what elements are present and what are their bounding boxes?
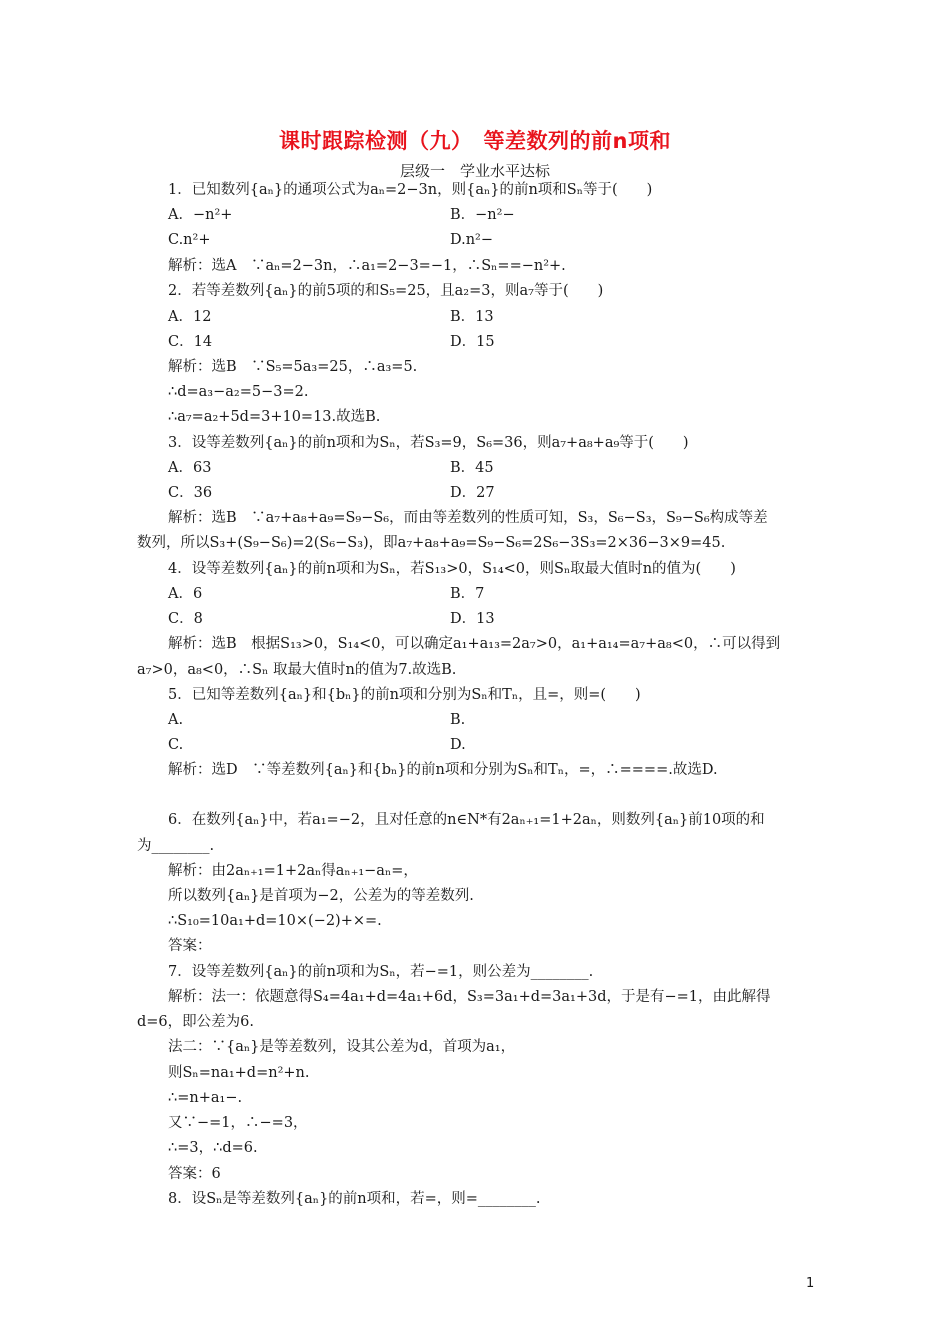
option-left: C.n²+	[168, 232, 211, 248]
option-right: D.	[450, 737, 466, 753]
text-line: 解析：法一：依题意得S₄=4a₁+d=4a₁+6d，S₃=3a₁+d=3a₁+3d，于是有−=1，由此解得	[168, 989, 771, 1005]
option-right: D.n²−	[450, 232, 494, 248]
option-left: A．12	[168, 309, 212, 325]
option-right: D．13	[450, 611, 495, 627]
text-line: 解析：选B ∵a₇+a₈+a₉=S₉−S₆，而由等差数列的性质可知，S₃，S₆−S₃，S₉−S₆构成等差	[168, 510, 768, 526]
text-line: 解析：选B 根据S₁₃>0，S₁₄<0，可以确定a₁+a₁₃=2a₇>0，a₁+a₁₄=a₇+a₈<0，∴可以得到	[168, 636, 781, 652]
text-line: 所以数列{aₙ}是首项为−2，公差为的等差数列.	[168, 888, 474, 904]
option-right: B．13	[450, 309, 494, 325]
option-right: D．27	[450, 485, 495, 501]
text-line: d=6，即公差为6.	[137, 1014, 254, 1030]
option-left: C．36	[168, 485, 213, 501]
text-line: 答案：	[168, 938, 212, 954]
text-line: 解析：选B ∵S₅=5a₃=25，∴a₃=5.	[168, 359, 418, 375]
page-title: 课时跟踪检测（九） 等差数列的前n项和	[279, 129, 671, 153]
text-line: 2．若等差数列{aₙ}的前5项的和S₅=25，且a₂=3，则a₇等于( )	[168, 283, 604, 299]
text-line: 法二：∵{aₙ}是等差数列，设其公差为d，首项为a₁，	[168, 1039, 516, 1055]
text-line: 4．设等差数列{aₙ}的前n项和为Sₙ，若S₁₃>0，S₁₄<0，则Sₙ取最大值时n的值为( )	[168, 561, 736, 577]
text-line: 解析：选A ∵aₙ=2−3n，∴a₁=2−3=−1，∴Sₙ==−n²+.	[168, 258, 566, 274]
option-right: B.	[450, 712, 466, 728]
option-right: B．7	[450, 586, 485, 602]
text-line: ∴a₇=a₂+5d=3+10=13.故选B.	[168, 409, 381, 425]
text-line: ∴d=a₃−a₂=5−3=2.	[168, 384, 309, 400]
option-left: C．8	[168, 611, 203, 627]
text-line: 5．已知等差数列{aₙ}和{bₙ}的前n项和分别为Sₙ和Tₙ，且=，则=( )	[168, 687, 641, 703]
option-right: B．−n²−	[450, 207, 515, 223]
text-line: 解析：由2aₙ₊₁=1+2aₙ得aₙ₊₁−aₙ=，	[168, 863, 418, 879]
text-line: 答案：6	[168, 1166, 221, 1182]
option-left: A．−n²+	[168, 207, 233, 223]
option-left: A．63	[168, 460, 212, 476]
option-left: A．6	[168, 586, 203, 602]
text-line: 1．已知数列{aₙ}的通项公式为aₙ=2−3n，则{aₙ}的前n项和Sₙ等于( )	[168, 182, 653, 198]
text-line: a₇>0，a₈<0，∴Sₙ 取最大值时n的值为7.故选B.	[137, 662, 457, 678]
option-right: D．15	[450, 334, 495, 350]
text-line: 解析：选D ∵等差数列{aₙ}和{bₙ}的前n项和分别为Sₙ和Tₙ，=，∴====.故选D.	[168, 762, 718, 778]
text-line: ∴=3，∴d=6.	[168, 1140, 258, 1156]
text-line: 3．设等差数列{aₙ}的前n项和为Sₙ，若S₃=9，S₆=36，则a₇+a₈+a₉等于( )	[168, 435, 689, 451]
text-line: 7．设等差数列{aₙ}的前n项和为Sₙ，若−=1，则公差为________.	[168, 964, 594, 980]
text-line: 为________.	[137, 838, 215, 854]
option-right: B．45	[450, 460, 494, 476]
page-subtitle: 层级一 学业水平达标	[399, 162, 550, 180]
text-line: 数列，所以S₃+(S₉−S₆)=2(S₆−S₃)，即a₇+a₈+a₉=S₉−S₆=2S₆−3S₃=2×36−3×9=45.	[137, 535, 726, 551]
text-line: ∴S₁₀=10a₁+d=10×(−2)+×=.	[168, 913, 382, 929]
text-line: 6．在数列{aₙ}中，若a₁=−2，且对任意的n∈N*有2aₙ₊₁=1+2aₙ，则数列{aₙ}前10项的和	[168, 812, 765, 828]
page-number: 1	[806, 1276, 815, 1291]
option-left: A.	[168, 712, 184, 728]
option-left: C.	[168, 737, 184, 753]
text-line: 则Sₙ=na₁+d=n²+n.	[168, 1065, 310, 1081]
text-line: 8．设Sₙ是等差数列{aₙ}的前n项和，若=，则=________.	[168, 1191, 541, 1207]
text-line: ∴=n+a₁−.	[168, 1090, 243, 1106]
text-line: 又∵−=1，∴−=3，	[168, 1115, 308, 1131]
option-left: C．14	[168, 334, 213, 350]
